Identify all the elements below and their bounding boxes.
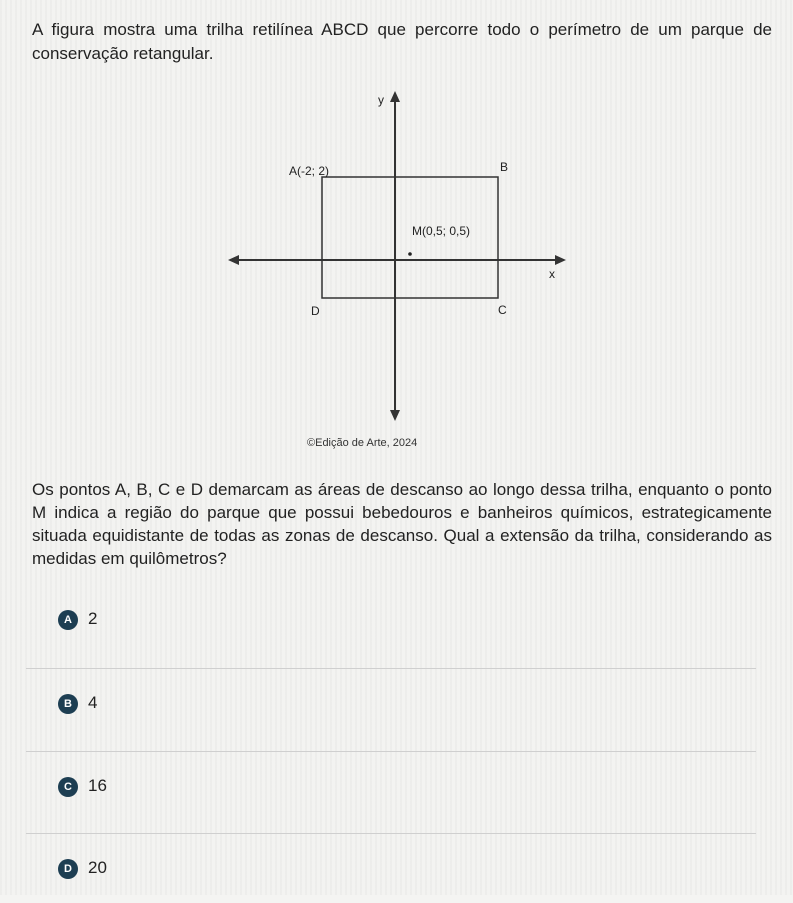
y-axis-arrow-down [390, 410, 400, 421]
rectangle-abcd [322, 177, 498, 298]
option-c-badge: C [58, 777, 78, 797]
option-b-value: 4 [88, 693, 98, 712]
x-axis-arrow-right [555, 255, 566, 265]
question-statement: A figura mostra uma trilha retilínea ABCD que percorre todo o perímetro de um parque de conservação retangular. [32, 20, 772, 63]
point-c-label: C [498, 303, 507, 317]
point-m-dot [408, 252, 412, 256]
option-d-value: 20 [88, 858, 107, 877]
option-c[interactable] [26, 751, 756, 821]
point-d-label: D [311, 304, 320, 318]
point-a-label: A(-2; 2) [289, 164, 330, 178]
y-axis-label: y [378, 93, 384, 107]
option-b-badge: B [58, 694, 78, 714]
option-d-badge: D [58, 859, 78, 879]
question-prompt: Os pontos A, B, C e D demarcam as áreas de descanso ao longo dessa trilha, enquanto o ponto M indica a região do parque que possui bebedouros e banheiros químicos, estrategicamente situada equidistante de todas as zonas de descanso. Qual a extensão da trilha, considerando as medidas em quilômetros? [32, 480, 772, 568]
option-c-value: 16 [88, 776, 107, 795]
y-axis-arrow-up [390, 91, 400, 102]
x-axis-arrow-left [228, 255, 239, 265]
option-a[interactable] [26, 585, 756, 655]
option-a-badge: A [58, 610, 78, 630]
option-d[interactable] [26, 833, 756, 903]
option-a-value: 2 [88, 609, 98, 628]
coordinate-figure [220, 85, 580, 455]
figure-credit: ©Edição de Arte, 2024 [307, 437, 418, 449]
x-axis-label: x [549, 267, 555, 281]
option-b[interactable] [26, 668, 756, 738]
point-m-label: M(0,5; 0,5) [412, 224, 471, 238]
figure-svg [220, 85, 580, 455]
point-b-label: B [500, 160, 509, 174]
